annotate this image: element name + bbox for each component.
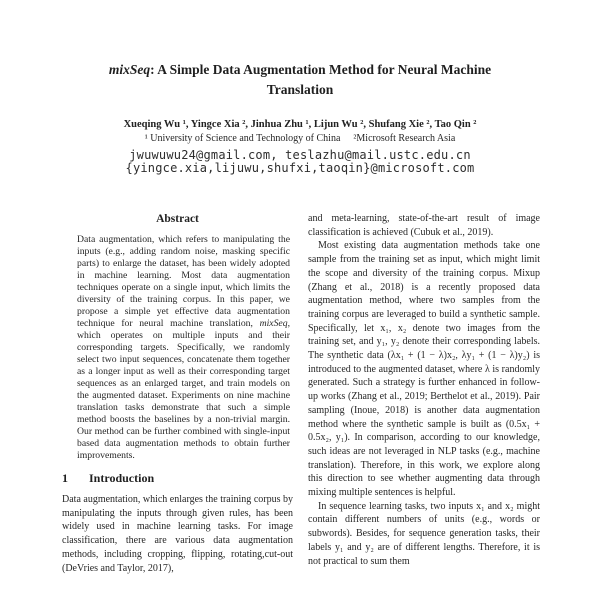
paper-title (80, 60, 520, 99)
right-column (308, 209, 540, 575)
affiliation-line (0, 133, 600, 144)
email-line-2: {yingce.xia,lijuwu,shufxi,taoqin}@microsoft.com (125, 161, 475, 175)
section-number: 1 (62, 471, 68, 485)
abstract-mixseq-italic: mixSeq (259, 318, 288, 329)
paper-header (0, 0, 600, 175)
right-paragraph-sequence: In sequence learning tasks, two inputs x₁ and x₂ might contain different numbers of units (e.g., words or subwords). Besides, for sequence generation tasks, their labels y₁ and y₂ are of different lengths. Therefore, it is not practical to sum them (308, 500, 540, 567)
two-column-body (62, 209, 540, 575)
affiliation-ustc: ¹ University of Science and Technology of China (144, 133, 341, 144)
abstract-text-post: , which operates on multiple inputs and their corresponding targets. Specifically, we randomly select two input sequences, concatenate them together as a longer input as well as their corresponding target sequences as an enlarged target, and train models on the augmented dataset. Experiments on nine machine translation tasks demonstrate that such a simple method boosts the baselines by a non-trivial margin. Our method can be further combined with single-input based data augmentation methods to obtain further improvements. (77, 318, 290, 461)
section-heading-introduction (62, 471, 293, 486)
abstract-text-pre: Data augmentation, which refers to manipulating the inputs (e.g., adding random noise, masking specific parts) to enlarge the dataset, has been widely adopted in machine learning. Most data augmentation techniques operate on a single input, which limits the diversity of the training corpus. In this paper, we propose a simple yet effective data augmentation technique for neural machine translation, (77, 234, 290, 329)
author-line: Xueqing Wu ¹, Yingce Xia ², Jinhua Zhu ¹, Lijun Wu ², Shufang Xie ², Tao Qin ² (123, 119, 477, 130)
abstract-body (77, 234, 290, 462)
introduction-paragraph-1: Data augmentation, which enlarges the training corpus by manipulating the inputs through given rules, has been widely used in machine learning tasks. For image classification, there are various data augmentation methods, including cropping, flipping, rotating,cut-out (DeVries and Taylor, 2017), (62, 494, 293, 574)
left-column (62, 209, 293, 575)
abstract-heading: Abstract (156, 213, 199, 225)
affiliation-msra: ²Microsoft Research Asia (353, 133, 456, 144)
paper-title-rest: : A Simple Data Augmentation Method for Neural Machine Translation (150, 62, 492, 97)
email-line-1: jwuwuwu24@gmail.com, teslazhu@mail.ustc.edu.cn (129, 148, 471, 162)
right-paragraph-mixup: Most existing data augmentation methods take one sample from the training set as input, which might limit the scope and diversity of the training corpus. Mixup (Zhang et al., 2018) is a recently proposed data augmentation method, where two samples from the training corpus are leveraged to build a synthetic sample. Specifically, let x₁, x₂ denote two images from the training set, and y₁, y₂ denote their corresponding labels. The synthetic data (λx₁ + (1 − λ)x₂, λy₁ + (1 − λ)y₂) is introduced to the augmented dataset, where λ is randomly generated. Such a strategy is further enhanced in follow-up works (Zhang et al., 2019; Berthelot et al., 2019). Pair sampling (Inoue, 2018) is another data augmentation method where the synthetic sample is built as (0.5x₁ + 0.5x₂, y₁). In comparison, according to our knowledge, such ideas are not leveraged in NLP tasks (e.g., machine translation). Therefore, in this work, we explore along this direction to see whether augmenting data through mixing multiple sentences is helpful. (308, 240, 540, 499)
section-title: Introduction (89, 471, 155, 485)
paper-title-italic: mixSeq (108, 62, 151, 77)
right-paragraph-continued: and meta-learning, state-of-the-art result of image classification is achieved (Cubuk et al., 2019). (308, 213, 540, 238)
